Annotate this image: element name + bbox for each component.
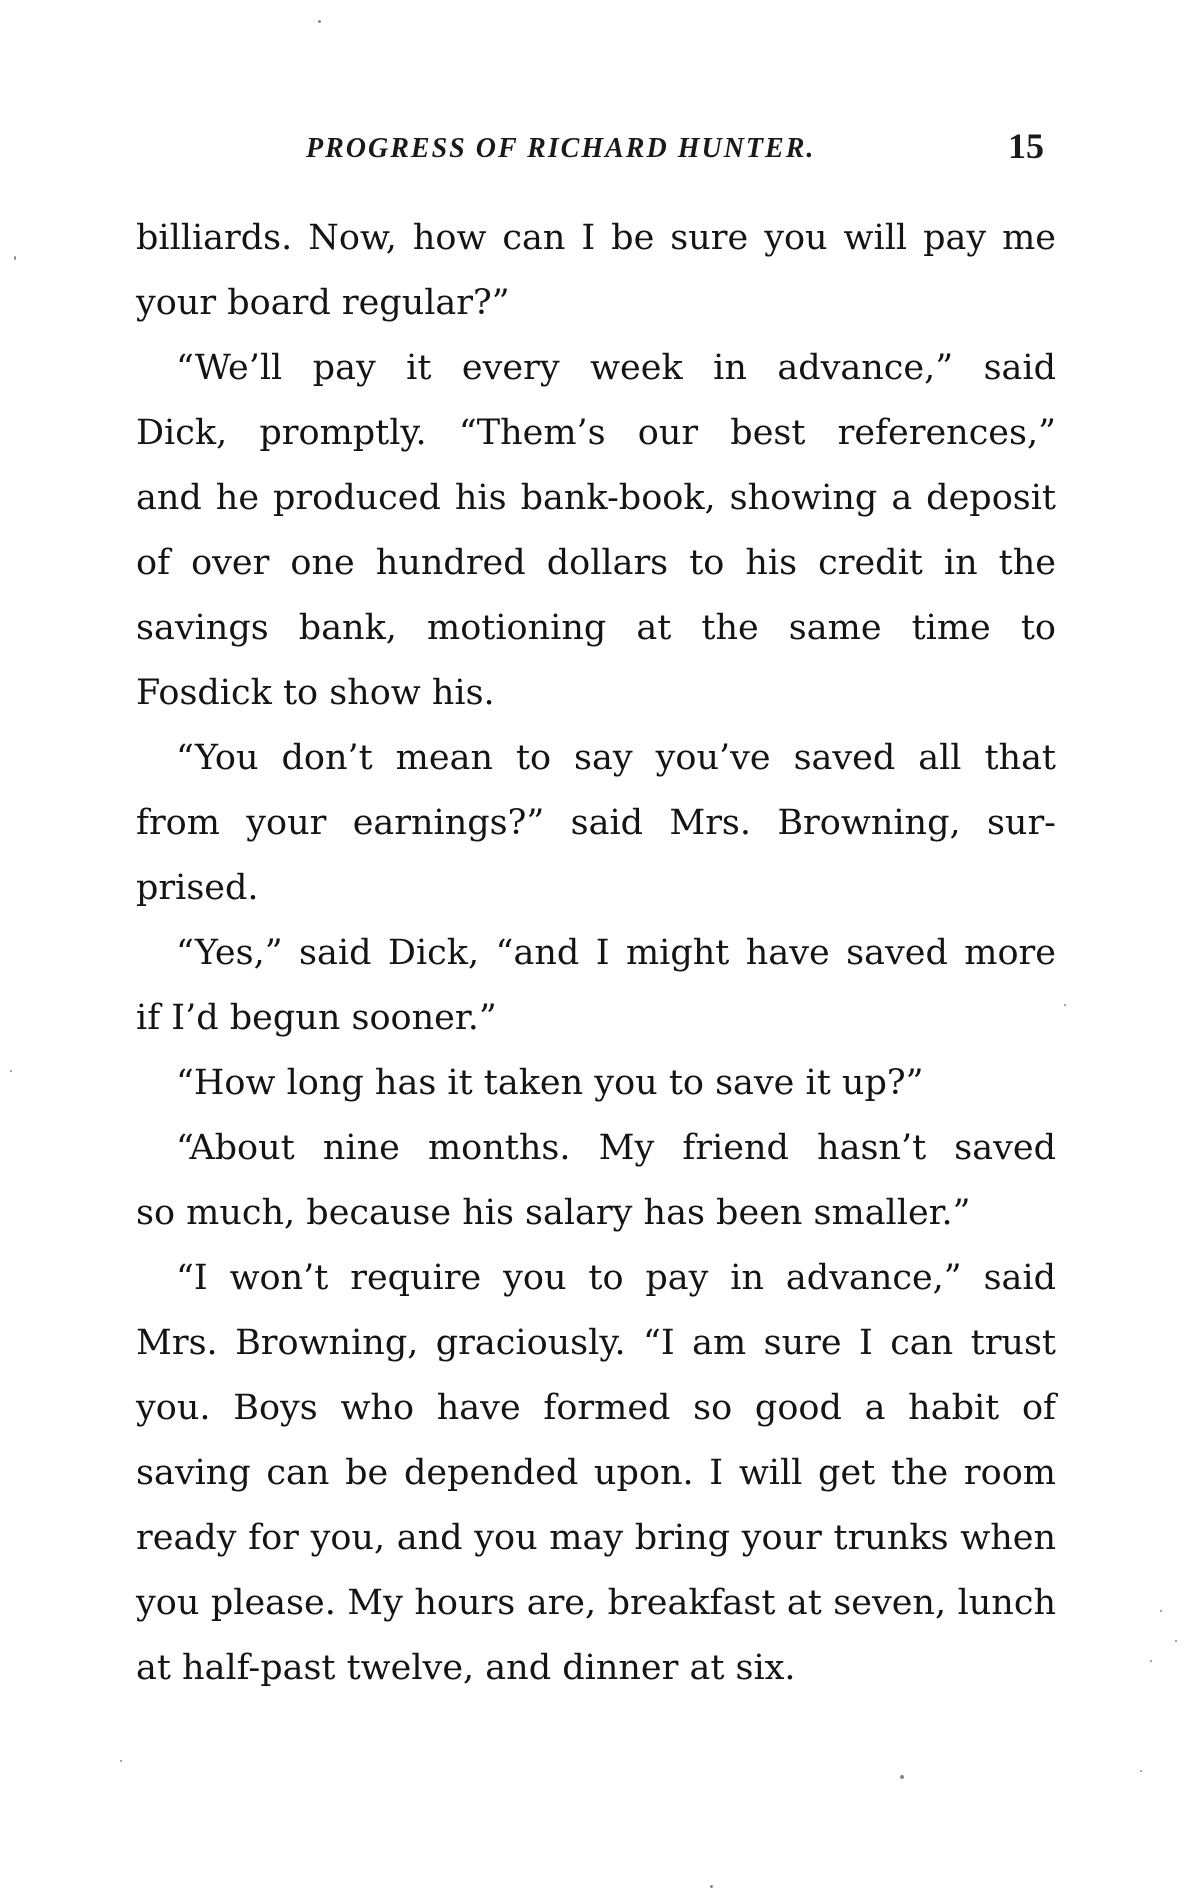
- page-number: 15: [1008, 126, 1044, 166]
- paper-speck: [318, 20, 321, 23]
- text-line: you please. My hours are, breakfast at seven, lunch: [136, 1583, 1056, 1623]
- text-line: so much, because his salary has been smaller.”: [136, 1193, 971, 1233]
- text-line: “You don’t mean to say you’ve saved all that: [176, 738, 1056, 778]
- paper-speck: [900, 1775, 904, 1779]
- text-line: Fosdick to show his.: [136, 673, 495, 713]
- text-line: and he produced his bank-book, showing a deposit: [136, 478, 1056, 518]
- text-line: saving can be depended upon. I will get the room: [136, 1453, 1056, 1493]
- paper-speck: [120, 1760, 122, 1762]
- paper-speck: [1150, 1660, 1152, 1662]
- text-line: of over one hundred dollars to his credit in the: [136, 543, 1056, 583]
- text-line: “Yes,” said Dick, “and I might have saved more: [176, 933, 1056, 973]
- text-line: “How long has it taken you to save it up?”: [176, 1063, 924, 1103]
- text-line: your board regular?”: [136, 283, 510, 323]
- paper-speck: [710, 1885, 713, 1888]
- paper-speck: [14, 256, 16, 260]
- text-line: you. Boys who have formed so good a habit of: [136, 1388, 1056, 1428]
- text-line: prised.: [136, 868, 259, 908]
- paper-speck: [10, 1070, 12, 1072]
- text-line: “I won’t require you to pay in advance,” said: [176, 1258, 1056, 1298]
- text-line: billiards. Now, how can I be sure you will pay me: [136, 218, 1056, 258]
- text-line: ready for you, and you may bring your trunks when: [136, 1518, 1056, 1558]
- text-line: “We’ll pay it every week in advance,” said: [176, 348, 1056, 388]
- paper-speck: [1160, 1610, 1162, 1612]
- text-line: savings bank, motioning at the same time to: [136, 608, 1056, 648]
- text-line: Mrs. Browning, graciously. “I am sure I can trust: [136, 1323, 1056, 1363]
- text-line: Dick, promptly. “Them’s our best references,”: [136, 413, 1056, 453]
- text-line: from your earnings?” said Mrs. Browning, sur-: [136, 803, 1056, 843]
- running-head: [136, 125, 1066, 175]
- running-title: PROGRESS OF RICHARD HUNTER.: [306, 133, 816, 164]
- text-line: “About nine months. My friend hasn’t saved: [176, 1128, 1056, 1168]
- paper-speck: [1175, 1640, 1177, 1642]
- paper-speck: [1140, 1770, 1142, 1772]
- text-line: at half-past twelve, and dinner at six.: [136, 1648, 796, 1688]
- paper-speck: [1064, 1004, 1066, 1006]
- text-line: if I’d begun sooner.”: [136, 998, 497, 1038]
